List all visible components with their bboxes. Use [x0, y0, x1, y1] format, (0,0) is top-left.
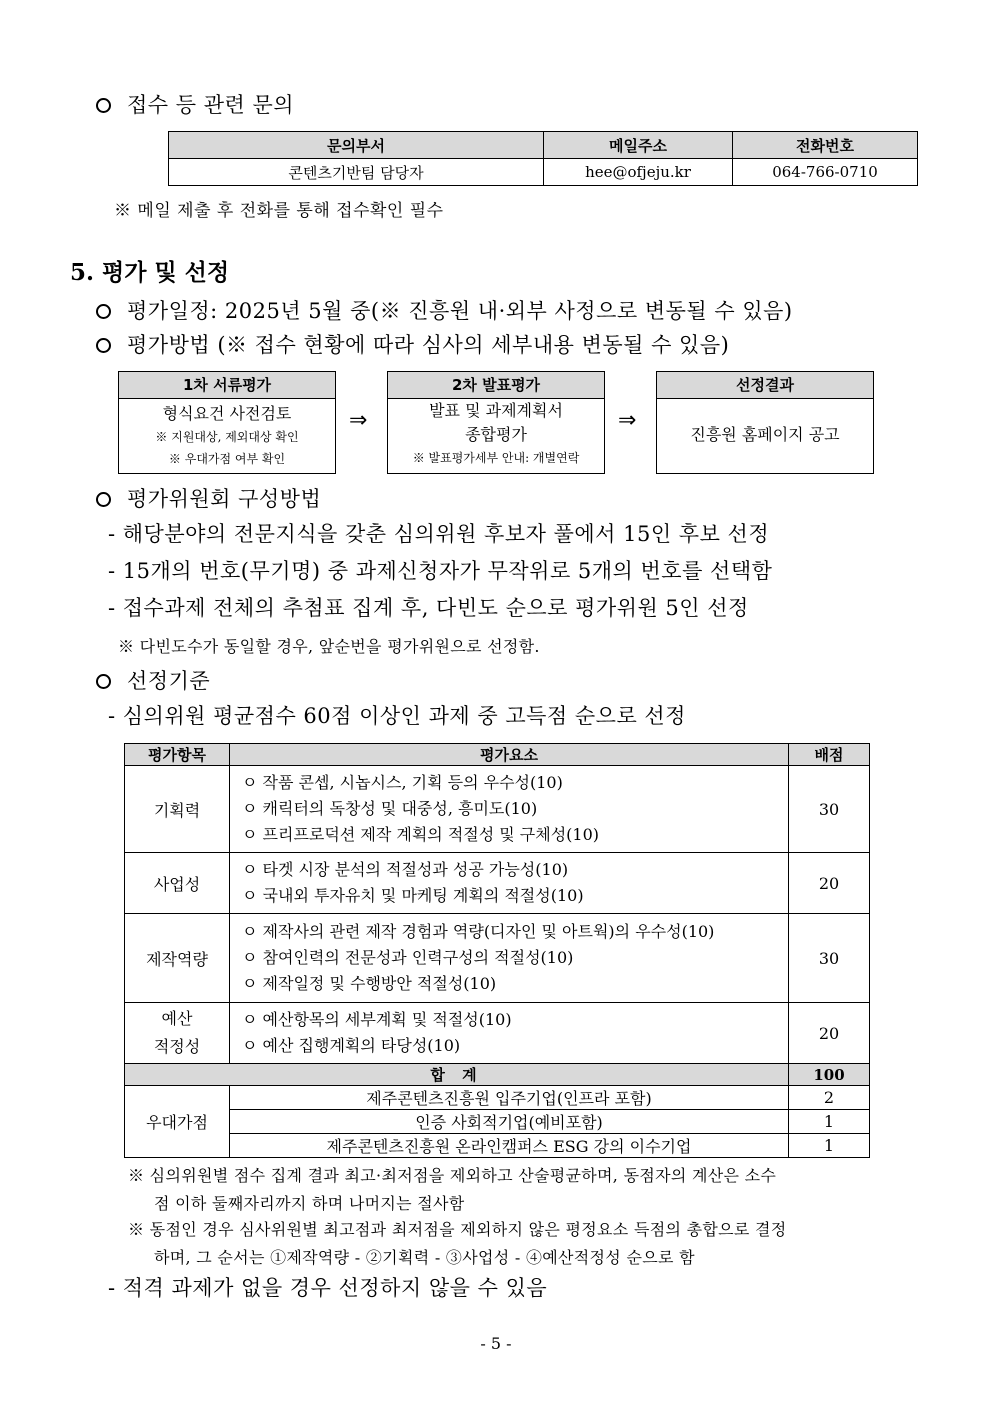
- flow-box-3: [656, 371, 874, 474]
- bonus-desc: 제주콘텐츠진흥원 온라인캠퍼스 ESG 강의 이수기업: [230, 1134, 789, 1158]
- contact-bullet: 접수 등 관련 문의: [96, 90, 294, 120]
- criteria-item-line: ㅇ 국내외 투자유치 및 마케팅 계획의 적절성(10): [242, 886, 584, 905]
- page-number: - 5 -: [480, 1334, 512, 1353]
- bonus-row: [125, 1134, 870, 1158]
- bonus-desc: 제주콘텐츠진흥원 입주기업(인프라 포함): [230, 1086, 789, 1110]
- flow-box-1-head: 1차 서류평가: [119, 372, 335, 399]
- criteria-items: [230, 914, 789, 1003]
- flow-box-2-line-2: 종합평가: [465, 425, 527, 444]
- flow-box-2: [387, 371, 605, 474]
- criteria-item-line: ㅇ 예산항목의 세부계획 및 적절성(10): [242, 1010, 512, 1029]
- flow-box-1-note-2: ※ 우대가점 여부 확인: [168, 452, 286, 466]
- flow-box-2-note: ※ 발표평가세부 안내: 개별연락: [412, 451, 580, 465]
- criteria-note-1-line-1: ※ 심의위원별 점수 집계 결과 최고·최저점을 제외하고 산술평균하며, 동점자의 계산은 소수: [128, 1166, 777, 1185]
- contact-header-email: 메일주소: [544, 132, 733, 159]
- criteria-header-category: 평가항목: [125, 744, 230, 766]
- criteria-total-label: 합 계: [125, 1064, 789, 1086]
- committee-note: ※ 다빈도수가 동일할 경우, 앞순번을 평가위원으로 선정함.: [118, 637, 540, 656]
- criteria-points: 20: [789, 1003, 870, 1064]
- contact-note: ※ 메일 제출 후 전화를 통해 접수확인 필수: [114, 201, 444, 221]
- committee-item-1: - 해당분야의 전문지식을 갖춘 심의위원 후보자 풀에서 15인 후보 선정: [108, 522, 770, 546]
- criteria-item: - 심의위원 평균점수 60점 이상인 과제 중 고득점 순으로 선정: [108, 704, 686, 728]
- bonus-points: 1: [789, 1134, 870, 1158]
- criteria-item-line: ㅇ 작품 콘셉, 시놉시스, 기획 등의 우수성(10): [242, 773, 563, 792]
- criteria-items: [230, 766, 789, 853]
- criteria-item-line: ㅇ 제작일정 및 수행방안 적절성(10): [242, 974, 497, 993]
- criteria-points: 30: [789, 766, 870, 853]
- contact-table: [168, 131, 918, 186]
- criteria-row: [125, 766, 870, 853]
- final-line: - 적격 과제가 없을 경우 선정하지 않을 수 있음: [108, 1276, 548, 1300]
- committee-item-3: - 접수과제 전체의 추첨표 집계 후, 다빈도 순으로 평가위원 5인 선정: [108, 596, 749, 620]
- criteria-row: [125, 853, 870, 914]
- contact-header-phone: 전화번호: [733, 132, 918, 159]
- criteria-points: 30: [789, 914, 870, 1003]
- criteria-note-2-line-1: ※ 동점인 경우 심사위원별 최고점과 최저점을 제외하지 않은 평정요소 득점의 총합으로 결정: [128, 1220, 787, 1239]
- criteria-items: [230, 1003, 789, 1064]
- bonus-row: [125, 1086, 870, 1110]
- circle-bullet-icon: [96, 338, 111, 353]
- criteria-category: 사업성: [125, 853, 230, 914]
- bonus-label: 우대가점: [125, 1086, 230, 1158]
- flow-box-2-line-1: 발표 및 과제계획서: [429, 401, 563, 420]
- criteria-item-line: ㅇ 타겟 시장 분석의 적절성과 성공 가능성(10): [242, 860, 569, 879]
- criteria-header-points: 배점: [789, 744, 870, 766]
- committee-item-2: - 15개의 번호(무기명) 중 과제신청자가 무작위로 5개의 번호를 선택함: [108, 559, 773, 583]
- flow-box-1: [118, 371, 336, 474]
- criteria-row: [125, 914, 870, 1003]
- contact-phone: 064-766-0710: [733, 159, 918, 186]
- criteria-item-line: ㅇ 참여인력의 전문성과 인력구성의 적절성(10): [242, 948, 574, 967]
- flow-box-3-line: 진흥원 홈페이지 공고: [690, 425, 840, 444]
- flow-arrow-icon: ⇒: [349, 408, 368, 433]
- method-line: 평가방법 (※ 접수 현황에 따라 심사의 세부내용 변동될 수 있음): [96, 330, 729, 360]
- criteria-bullet: 선정기준: [96, 666, 210, 696]
- criteria-note-1-line-2: 점 이하 둘째자리까지 하며 나머지는 절사함: [154, 1194, 465, 1213]
- committee-bullet: 평가위원회 구성방법: [96, 484, 321, 514]
- criteria-category: 기획력: [125, 766, 230, 853]
- criteria-total-points: 100: [789, 1064, 870, 1086]
- flow-box-3-head: 선정결과: [657, 372, 873, 399]
- flow-box-1-note-1: ※ 지원대상, 제외대상 확인: [155, 430, 299, 444]
- circle-bullet-icon: [96, 674, 111, 689]
- circle-bullet-icon: [96, 492, 111, 507]
- criteria-note-2-line-2: 하며, 그 순서는 ①제작역량 - ②기획력 - ③사업성 - ④예산적정성 순으로 함: [154, 1248, 695, 1267]
- criteria-table: [124, 743, 870, 1158]
- criteria-items: [230, 853, 789, 914]
- criteria-item-line: ㅇ 제작사의 관련 제작 경험과 역량(디자인 및 아트웍)의 우수성(10): [242, 922, 715, 941]
- criteria-item-line: ㅇ 프리프로덕션 제작 계획의 적절성 및 구체성(10): [242, 825, 600, 844]
- criteria-category: 제작역량: [125, 914, 230, 1003]
- criteria-total-row: [125, 1064, 870, 1086]
- flow-box-2-head: 2차 발표평가: [388, 372, 604, 399]
- bonus-row: [125, 1110, 870, 1134]
- criteria-row: [125, 1003, 870, 1064]
- bonus-desc: 인증 사회적기업(예비포함): [230, 1110, 789, 1134]
- circle-bullet-icon: [96, 98, 111, 113]
- section-title: 5. 평가 및 선정: [70, 259, 230, 286]
- flow-box-1-line: 형식요건 사전검토: [162, 404, 292, 423]
- contact-header-dept: 문의부서: [169, 132, 544, 159]
- contact-dept: 콘텐츠기반팀 담당자: [169, 159, 544, 186]
- contact-email: hee@ofjeju.kr: [544, 159, 733, 186]
- flow-arrow-icon: ⇒: [618, 408, 637, 433]
- circle-bullet-icon: [96, 304, 111, 319]
- bonus-points: 2: [789, 1086, 870, 1110]
- schedule-line: 평가일정: 2025년 5월 중(※ 진흥원 내·외부 사정으로 변동될 수 있음): [96, 296, 793, 326]
- criteria-item-line: ㅇ 예산 집행계획의 타당성(10): [242, 1036, 461, 1055]
- criteria-points: 20: [789, 853, 870, 914]
- criteria-item-line: ㅇ 캐릭터의 독창성 및 대중성, 흥미도(10): [242, 799, 538, 818]
- bonus-points: 1: [789, 1110, 870, 1134]
- criteria-category: 예산 적정성: [125, 1003, 230, 1064]
- criteria-header-elements: 평가요소: [230, 744, 789, 766]
